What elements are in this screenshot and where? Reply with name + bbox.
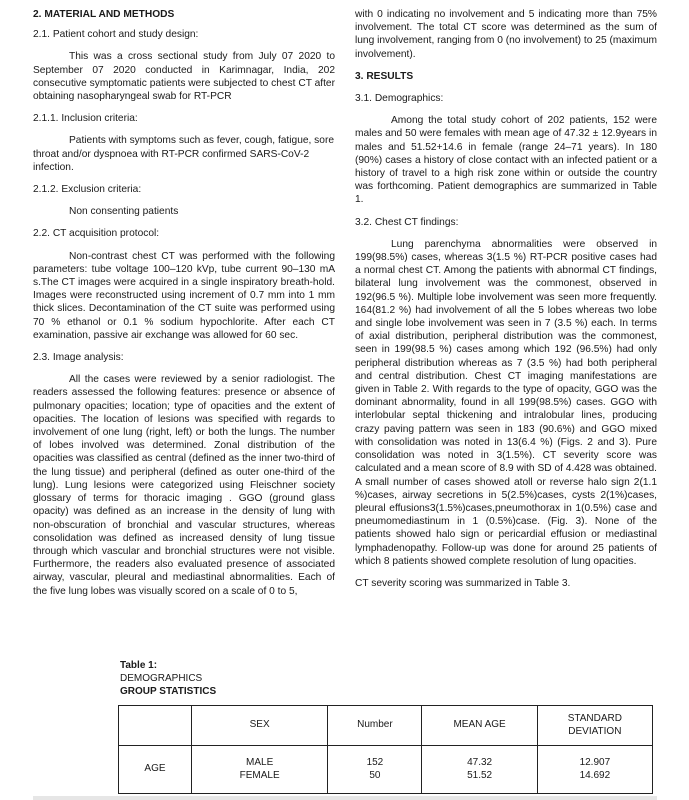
right-column [355,8,657,590]
paragraph-ct-protocol: Non-contrast chest CT was performed with the following parameters: tube voltage 100–120 kVp, tube current 90–130 mA s.The CT images were acquired in a single inspiratory breath-hold. Images were reconstructed using increment of 0.7 mm into 1 mm thick slices. Decontamination of the CT suite was performed using 70 % ethanol or 0.1 % sodium hypochlorite. After each CT examination, passive air exchange was allowed for 60 sec. [33,250,335,341]
section-heading-results: 3. RESULTS [355,70,414,82]
table-header-empty [119,706,192,746]
table-caption-group: GROUP STATISTICS [120,686,217,697]
paragraph-inclusion: Patients with symptoms such as fever, cough, fatigue, sore throat and/or dyspnoea with RT-PCR confirmed SARS-CoV-2 infection. [33,135,335,173]
paragraph-exclusion: Non consenting patients [69,206,179,218]
section-heading-methods: 2. MATERIAL AND METHODS [33,9,175,20]
table-cell-sd-female: 14.692 [579,769,611,781]
table-cell-sex-female: FEMALE [239,769,280,781]
paragraph-demographics: Among the total study cohort of 202 patients, 152 were males and 50 were females with mean age of 47.32 ± 12.9years in males and 51.52+14.6 in female (range 24–71 years). In 180 (90%) cases a history of close contact with an infected patient or a history of travel to a high risk zone within or outside the country was forthcoming. Patient demographics are summarized in Table 1. [355,115,657,206]
table-header-mean-age: MEAN AGE [422,706,537,746]
paragraph-scoring-continued: with 0 indicating no involvement and 5 indicating more than 75% involvement. The total CT score was determined as the sum of lung involvement, ranging from 0 (no involvement) to 25 (maximum involvement). [355,9,657,60]
table-caption [120,659,216,698]
paragraph-cohort: This was a cross sectional study from July 07 2020 to September 07 2020 conducted in Karimnagar, India, 202 consecutive symptomatic patients were subjected to chest CT after obtaining nasopharyngeal swab for RT-PCR [33,51,335,103]
paragraph-severity-score: CT severity scoring was summarized in Table 3. [355,577,571,589]
subheading-ct-protocol: 2.2. CT acquisition protocol: [33,228,160,240]
subheading-inclusion: 2.1.1. Inclusion criteria: [33,113,138,125]
subheading-image-analysis: 2.3. Image analysis: [33,352,124,364]
subheading-demographics: 3.1. Demographics: [355,93,444,105]
paragraph-chest-ct: Lung parenchyma abnormalities were observed in 199(98.5%) cases, whereas 3(1.5 %) RT-PCR positive cases had a normal chest CT. Among the patients with abnormal CT findings, bilateral lung involvement was the commonest, observed in 192(96.5 %). Multiple lobe involvement was seen more frequently. 164(81.2 %) had involvement of all the 5 lobes whereas two lobe and single lobe involvement was seen in 7 (3.5 %) each. In terms of axial distribution, peripheral distribution was the commonest, seen in 199(98.5 %) cases among which 192 (96.5%) had only peripheral distribution whereas as 7 (3.5 %) had both peripheral and central distribution. Chest CT imaging manifestations are given in Table 2. With regards to the type of opacity, GGO was the dominant abnormality, found in all 199(98.5%) cases. GGO with interlobular septal thickening and intralobular lines, producing crazy paving pattern was seen in 183 (90.6%) and GGO mixed with consolidation was noted in 13(6.4 %) (Figs. 2 and 3). Pure consolidation was noted in 3(1.5%). CT severity score was calculated and a mean score of 8.9 with SD of 4.428 was obtained. A small number of cases showed atoll or reverse halo sign 2(1.1 %)cases, airway secretions in 5(2.5%)cases, cysts 2(1%)cases, pleural effusions3(1.5%)cases,pneumothorax in 1(0.5%) case and pneumomediastinum in 1 (0.5%)case. (Fig. 3). None of the patients showed halo sign or pericardial effusion or mediastinal lymphadenopathy. Follow-up was done for around 25 patients of which 8 patients showed complete resolution of lung opacities. [355,238,657,567]
table-row-label-age: AGE [119,746,192,794]
left-column [33,8,335,598]
table-header-sex: SEX [191,706,327,746]
table-cell-sd [537,746,652,794]
table-header-row [119,706,653,746]
table-caption-subtitle: DEMOGRAPHICS [120,673,203,684]
table-cell-sex [191,746,327,794]
subheading-chest-ct: 3.2. Chest CT findings: [355,216,459,228]
subheading-cohort: 2.1. Patient cohort and study design: [33,29,199,41]
table-cell-mean-age [422,746,537,794]
table-cell-sex-male: MALE [246,757,274,768]
table-header-number: Number [328,706,422,746]
table-caption-title: Table 1: [120,660,158,671]
table-cell-sd-male: 12.907 [579,757,611,768]
page-bottom-divider [33,796,657,800]
table-header-sd: STANDARD DEVIATION [537,706,652,746]
table-cell-number [328,746,422,794]
table-cell-mean-male: 47.32 [467,757,493,768]
demographics-table [118,705,653,794]
table-row [119,746,653,794]
table-cell-number-male: 152 [366,757,384,768]
table-cell-number-female: 50 [369,769,381,781]
paragraph-image-analysis: All the cases were reviewed by a senior radiologist. The readers assessed the following features: presence or absence of pulmonary opacities; location; type of opacities and the extent of opacities. The location of lesions was specified with regards to involvement of one lung (right, left) or both the lungs. The number of lobes involved was determined. Zonal distribution of the opacities was classified as central (defined as the inner two-third of the lung tissue) and peripheral (defined as outer one-third of the lung). Lung lesions were categorized using Fleischner society glossary of terms for thoracic imaging . GGO (ground glass opacity) was defined as an increase in the density of lung with non-obscuration of bronchial and vascular structures, whereas consolidation was defined as increased density of lung tissue through which vascular and bronchial structures were not visible. Furthermore, the readers also evaluated presence of associated airway, vascular, pleural and mediastinal abnormalities. Each of the five lung lobes was visually scored on a scale of 0 to 5, [33,374,335,597]
table-cell-mean-female: 51.52 [467,769,493,781]
subheading-exclusion: 2.1.2. Exclusion criteria: [33,184,142,196]
